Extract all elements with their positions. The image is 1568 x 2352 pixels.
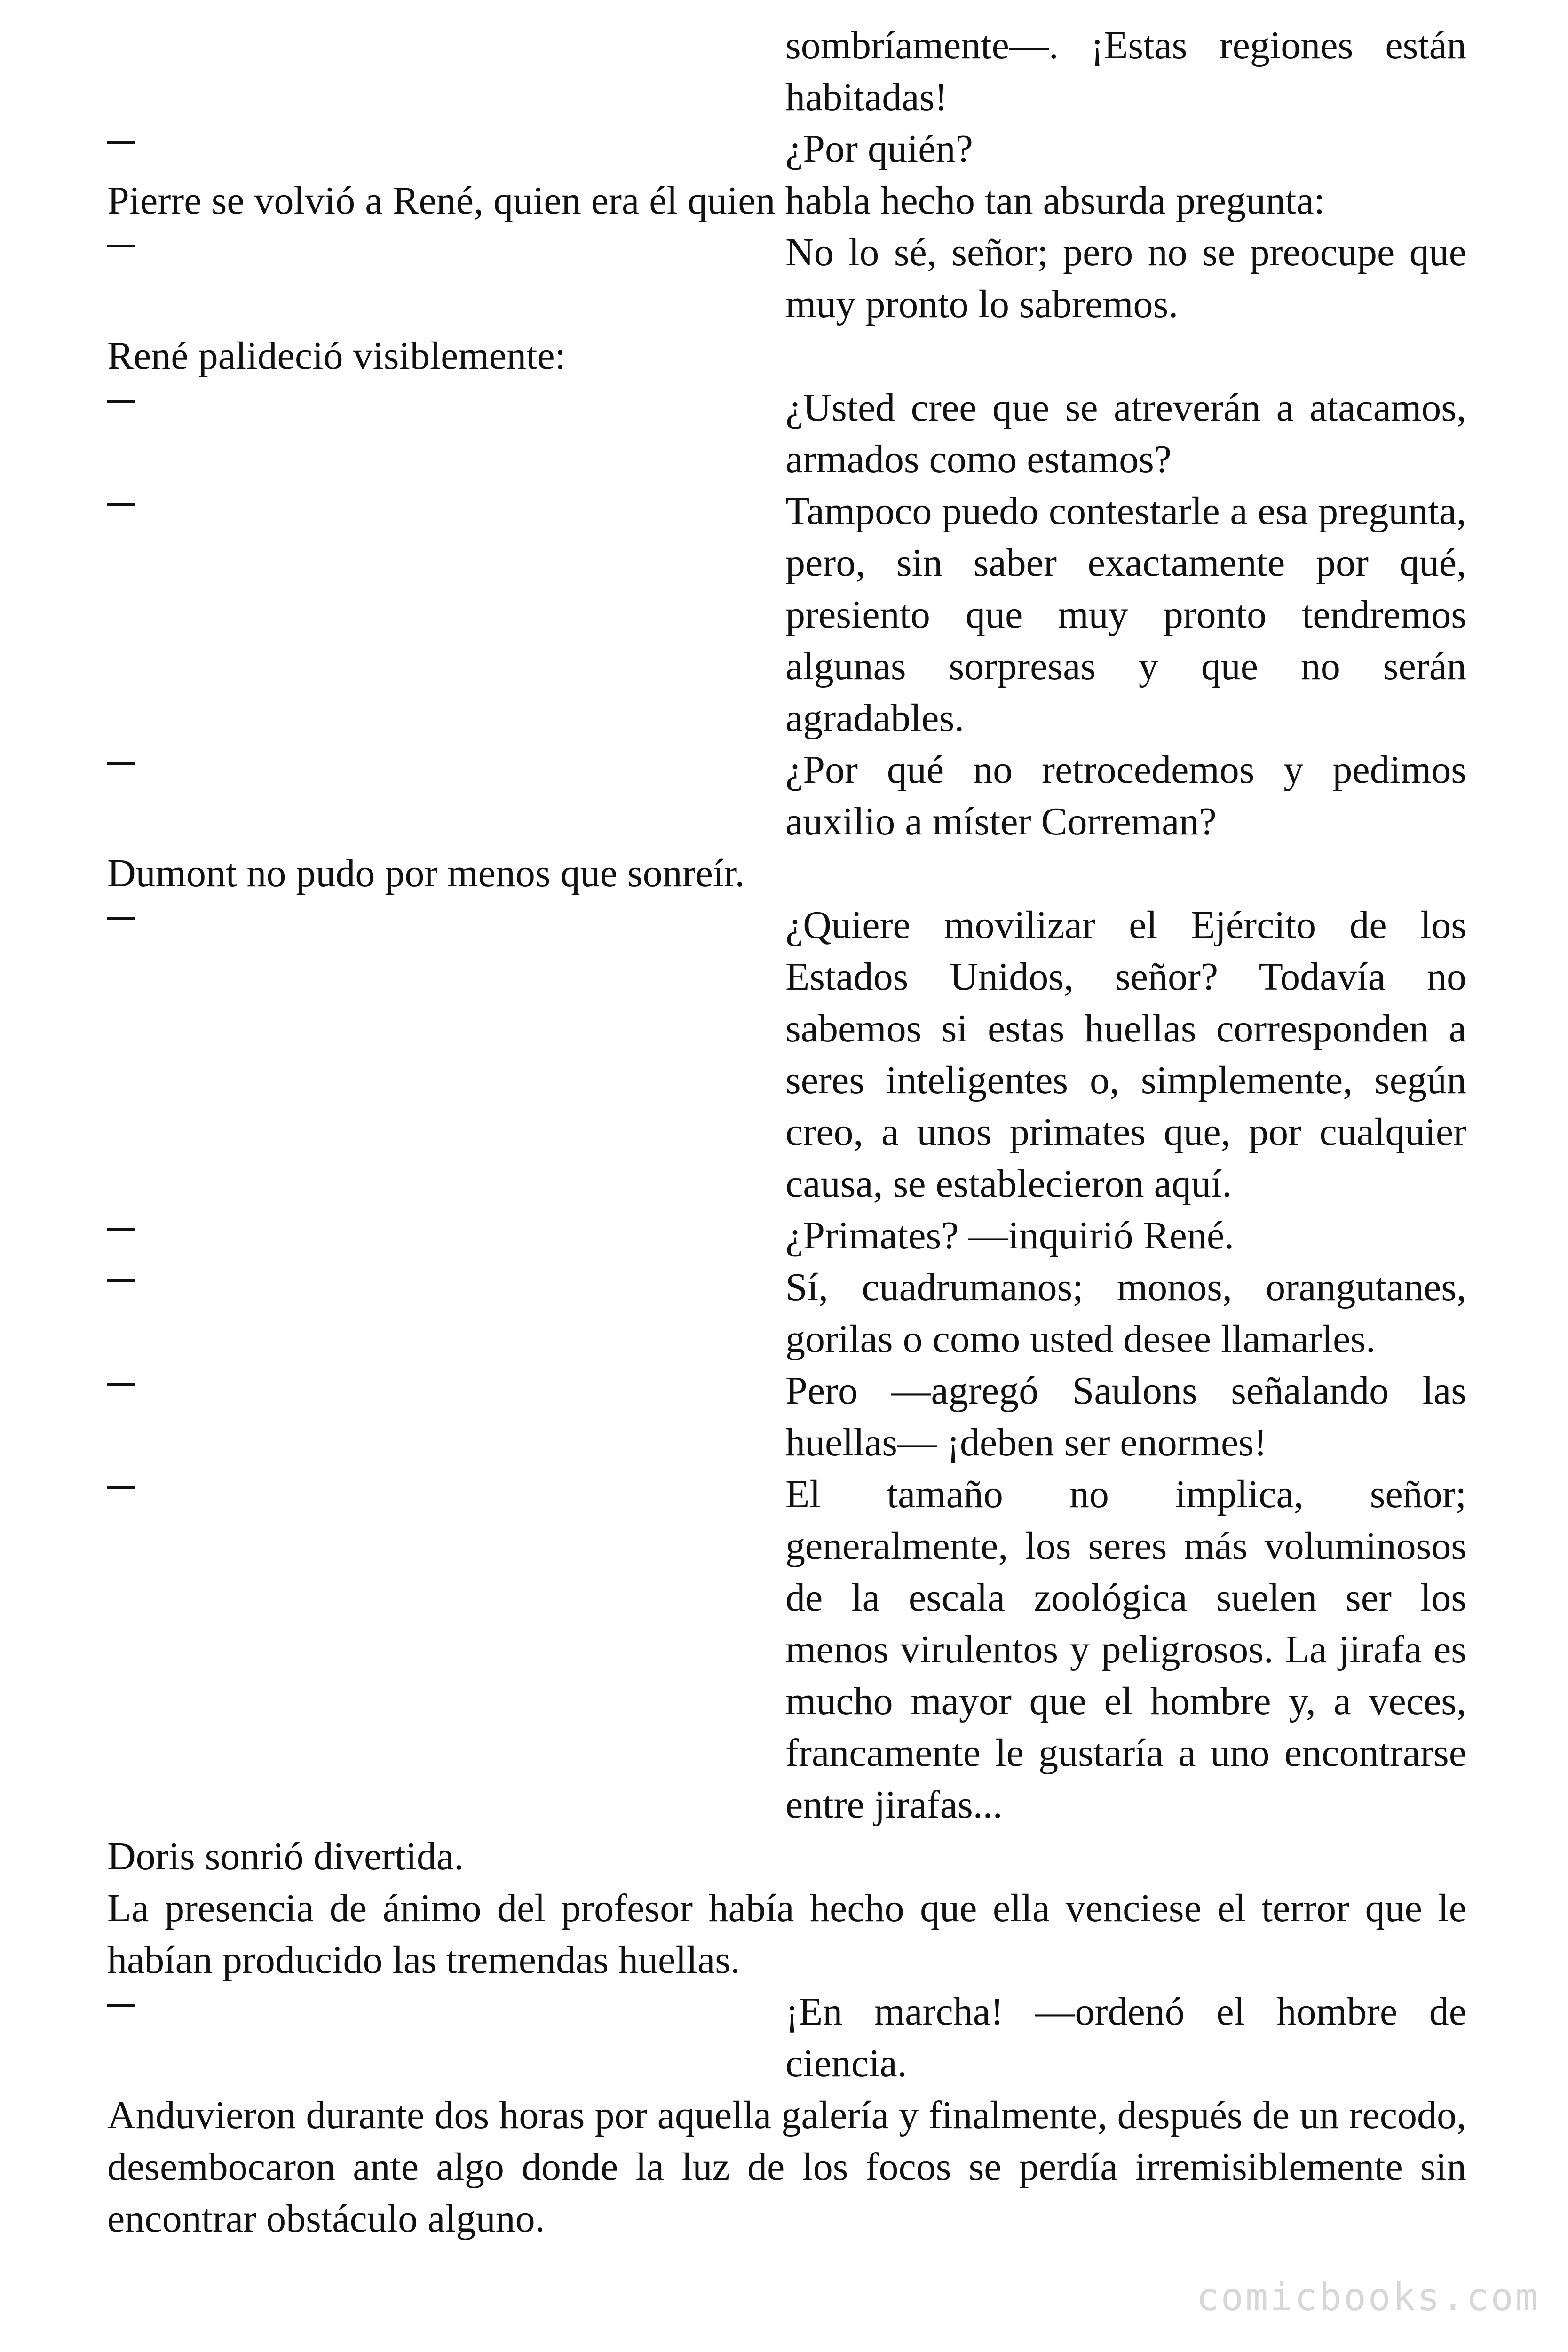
dialogue-dash	[107, 1986, 135, 2038]
narration-text: Dumont no pudo por menos que sonreír.	[107, 851, 745, 895]
narration-line	[107, 1831, 1466, 1883]
dialogue-dash	[107, 227, 135, 278]
dialogue-dash	[107, 1210, 135, 1262]
narration-line	[107, 848, 1466, 899]
speech-text: ¿Usted cree que se atreverán a atacamos, armados como estamos?	[785, 386, 1466, 481]
speech-text: No lo sé, señor; pero no se preocupe que muy pronto lo sabremos.	[785, 230, 1466, 326]
speech-text: ¿Quiere movilizar el Ejército de los Estados Unidos, señor? Todavía no sabemos si estas huellas corresponden a seres inteligentes o, simplemente, según creo, a unos primates que, por cualquier causa, se establecieron aquí.	[785, 903, 1466, 1206]
speech-text: ¡En marcha! —ordenó el hombre de ciencia.	[785, 1990, 1466, 2085]
speech-text: ¿Por qué no retrocedemos y pedimos auxilio a míster Correman?	[785, 748, 1466, 843]
narration-text: La presencia de ánimo del profesor había hecho que ella venciese el terror que le habían producido las tremendas huellas.	[107, 1886, 1466, 1982]
dialogue-dash	[107, 1365, 135, 1417]
speech-line	[107, 20, 1466, 123]
speech-text: Pero —agregó Saulons señalando las huellas— ¡deben ser enormes!	[785, 1369, 1466, 1464]
speech-line	[107, 1365, 1466, 1469]
narration-text: René palideció visiblemente:	[107, 334, 566, 378]
book-page	[107, 20, 1466, 2245]
speech-text: El tamaño no implica, señor; generalmente, los seres más voluminosos de la escala zoológica suelen ser los menos virulentos y peligrosos. La jirafa es mucho mayor que el hombre y, a veces, francamente le gustaría a uno encontrarse entre jirafas...	[785, 1472, 1466, 1827]
speech-line	[107, 1262, 1466, 1365]
narration-line	[107, 330, 1466, 382]
speech-line	[107, 227, 1466, 330]
speech-line	[107, 382, 1466, 485]
narration-line	[107, 2090, 1466, 2245]
speech-text: Sí, cuadrumanos; monos, orangutanes, gorilas o como usted desee llamarles.	[785, 1265, 1466, 1361]
dialogue-dash	[107, 1469, 135, 1520]
watermark: comicbooks.com	[1196, 2275, 1540, 2319]
dialogue-dash	[107, 744, 135, 796]
speech-text: ¿Por quién?	[785, 127, 973, 171]
speech-text: Tampoco puedo contestarle a esa pregunta, pero, sin saber exactamente por qué, presiento que muy pronto tendremos algunas sorpresas y que no serán agradables.	[785, 489, 1466, 740]
speech-line	[107, 1469, 1466, 1831]
dialogue-dash	[107, 123, 135, 175]
narration-text: Pierre se volvió a René, quien era él quien habla hecho tan absurda pregunta:	[107, 179, 1325, 222]
speech-line	[107, 1210, 1466, 1262]
dialogue-dash	[107, 382, 135, 434]
speech-text: sombríamente—. ¡Estas regiones están habitadas!	[785, 24, 1466, 119]
narration-text: Doris sonrió divertida.	[107, 1835, 464, 1878]
narration-text: Anduvieron durante dos horas por aquella galería y finalmente, después de un recodo, desembocaron ante algo donde la luz de los focos se perdía irremisiblemente sin encontrar obstáculo alguno.	[107, 2093, 1466, 2241]
speech-line	[107, 485, 1466, 744]
speech-line	[107, 744, 1466, 848]
speech-line	[107, 1986, 1466, 2090]
narration-line	[107, 1883, 1466, 1986]
narration-line	[107, 175, 1466, 227]
speech-line	[107, 123, 1466, 175]
dialogue-dash	[107, 485, 135, 537]
dialogue-dash	[107, 899, 135, 951]
speech-text: ¿Primates? —inquirió René.	[785, 1214, 1235, 1257]
dialogue-dash	[107, 1262, 135, 1313]
speech-line	[107, 899, 1466, 1210]
